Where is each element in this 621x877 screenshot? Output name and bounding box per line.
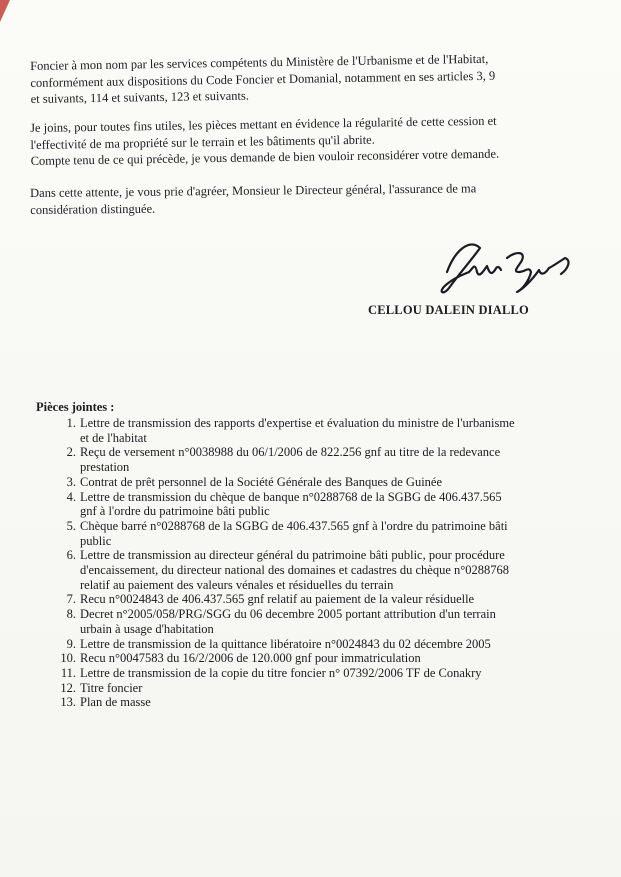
attachments-title: Pièces jointes : (36, 400, 115, 414)
attachment-number: 13. (60, 695, 76, 710)
signer-name: CELLOU DALEIN DIALLO (368, 303, 529, 317)
paragraph-closing: Dans cette attente, je vous prie d'agréer, Monsieur le Directeur général, l'assurance de ma considération distinguée. (30, 181, 477, 217)
attachment-text: Contrat de prêt personnel de la Société Générale des Banques de Guinée (80, 474, 443, 489)
attachment-text: Lettre de transmission du chèque de banque n°0288768 de la SGBG de 406.437.565 gnf à l'ordre du patrimoine bâti public (80, 489, 502, 519)
attachment-text: Plan de masse (80, 695, 151, 710)
attachments-list (30, 416, 560, 710)
attachment-number: 9. (66, 636, 76, 651)
attachment-text: Reçu de versement n°0038988 du 06/1/2006 de 822.256 gnf au titre de la redevance prestation (80, 445, 501, 475)
attachment-item (30, 592, 560, 607)
attachment-text: Lettre de transmission de la quittance libératoire n°0024843 du 02 décembre 2005 (80, 636, 491, 651)
attachment-item (30, 475, 560, 490)
attachment-number: 8. (66, 607, 76, 622)
attachment-text: Lettre de transmission de la copie du titre foncier n° 07392/2006 TF de Conakry (80, 665, 482, 680)
red-corner-mark (0, 0, 10, 22)
attachment-number: 1. (66, 416, 76, 430)
attachment-item (30, 490, 560, 519)
attachment-number: 7. (66, 592, 76, 607)
attachment-item (30, 637, 560, 652)
attachment-number: 6. (66, 548, 76, 563)
handwritten-signature (425, 232, 580, 300)
attachment-item (30, 416, 560, 445)
attachment-text: Titre foncier (80, 680, 143, 695)
attachment-item (30, 681, 560, 696)
attachment-item (30, 445, 560, 474)
attachment-number: 2. (66, 445, 76, 460)
attachment-number: 11. (60, 665, 76, 680)
attachment-text: Lettre de transmission des rapports d'expertise et évaluation du ministre de l'urbanisme et de l'habitat (80, 416, 515, 445)
attachment-text: Decret n°2005/058/PRG/SGG du 06 decembre 2005 portant attribution d'un terrain urbain à usage d'habitation (80, 607, 496, 636)
attachment-number: 3. (66, 474, 76, 489)
attachment-item (30, 651, 560, 666)
paragraph-enclosures: Je joins, pour toutes fins utiles, les pièces mettant en évidence la régularité de cette cession et l'effectivité de ma propriété sur le terrain et les bâtiments qu'il abrite. Compte tenu de ce qui précède, je vous demande de bien vouloir reconsidérer votre demande. (30, 113, 500, 168)
attachment-number: 5. (66, 518, 76, 533)
attachment-item (30, 519, 560, 548)
attachment-number: 12. (60, 680, 76, 695)
attachment-number: 10. (60, 651, 76, 666)
attachment-item (30, 666, 560, 681)
attachment-text: Chèque barré n°0288768 de la SGBG de 406.437.565 gnf à l'ordre du patrimoine bâti public (80, 518, 508, 548)
attachment-text: Recu n°0024843 de 406.437.565 gnf relatif au paiement de la valeur résiduelle (80, 592, 475, 607)
attachment-item (30, 548, 560, 592)
attachment-text: Lettre de transmission au directeur général du patrimoine bâti public, pour procédure d'encaissement, du directeur national des domaines et cadastres du chèque n°0288768 relatif au paiement des valeurs vénales et résiduelles du terrain (80, 548, 509, 592)
attachment-text: Recu n°0047583 du 16/2/2006 de 120.000 gnf pour immatriculation (80, 651, 421, 666)
attachment-number: 4. (66, 489, 76, 504)
paragraph-legal-basis: Foncier à mon nom par les services compétents du Ministère de l'Urbanisme et de l'Habitat, conformément aux dispositions du Code Foncier et Domanial, notamment en ses articles 3, 9 et suivants, 114 et suivants, 123 et suivants. (30, 51, 496, 106)
attachment-item (30, 607, 560, 636)
attachment-item (30, 695, 560, 710)
